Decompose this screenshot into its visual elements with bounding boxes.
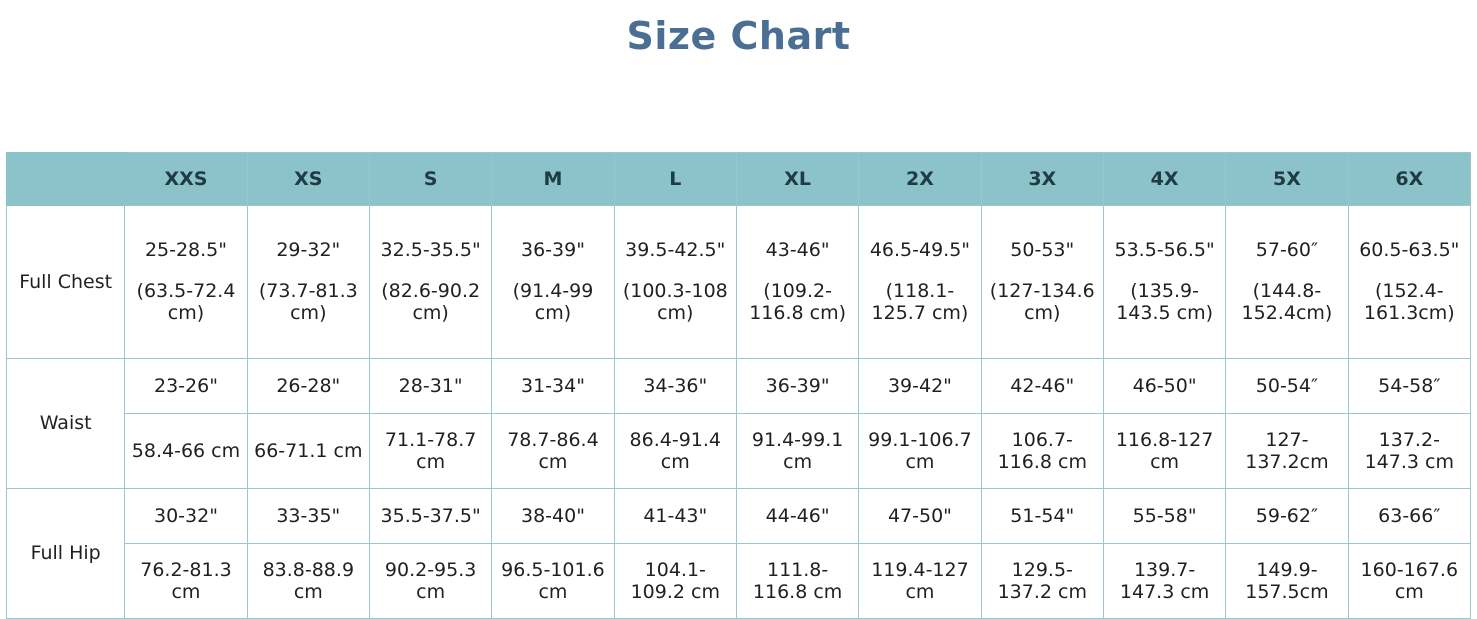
cell-waist-in-l: 34-36"	[614, 359, 736, 414]
table-row-waist-cm	[7, 414, 1471, 489]
value-cm: (135.9-143.5 cm)	[1116, 279, 1213, 325]
header-row	[7, 153, 1471, 206]
cell-waist-cm-4x: 116.8-127 cm	[1103, 414, 1225, 489]
cell-full-chest-l	[614, 206, 736, 359]
column-header-s: S	[369, 153, 491, 206]
value-inches: 36-39"	[520, 239, 585, 262]
value-inches: 25-28.5"	[144, 239, 228, 262]
cell-full-chest-xxs	[125, 206, 247, 359]
value-inches: 53.5-56.5"	[1114, 239, 1215, 262]
cell-hip-in-4x: 55-58"	[1103, 489, 1225, 544]
value-inches: 60.5-63.5"	[1359, 239, 1460, 262]
cell-hip-in-2x: 47-50"	[859, 489, 981, 544]
cell-full-chest-xs	[247, 206, 369, 359]
cell-waist-cm-xl: 91.4-99.1 cm	[736, 414, 858, 489]
cell-hip-in-xl: 44-46"	[736, 489, 858, 544]
column-header-xl: XL	[736, 153, 858, 206]
value-inches: 32.5-35.5"	[380, 239, 481, 262]
value-cm: (73.7-81.3 cm)	[258, 279, 358, 325]
cell-waist-cm-xs: 66-71.1 cm	[247, 414, 369, 489]
cell-full-chest-m	[492, 206, 614, 359]
row-label-waist: Waist	[7, 359, 125, 489]
cell-full-chest-6x	[1348, 206, 1470, 359]
table-row-full-hip-cm	[7, 544, 1471, 619]
table-row-waist-inches	[7, 359, 1471, 414]
cell-hip-cm-xs: 83.8-88.9 cm	[247, 544, 369, 619]
cell-hip-cm-s: 90.2-95.3 cm	[369, 544, 491, 619]
value-cm: (118.1-125.7 cm)	[871, 279, 969, 325]
column-header-6x: 6X	[1348, 153, 1470, 206]
cell-hip-in-m: 38-40"	[492, 489, 614, 544]
cell-hip-cm-2x: 119.4-127 cm	[859, 544, 981, 619]
column-header-l: L	[614, 153, 736, 206]
cell-waist-in-m: 31-34"	[492, 359, 614, 414]
value-cm: (100.3-108 cm)	[622, 279, 728, 325]
cell-hip-cm-3x: 129.5-137.2 cm	[981, 544, 1103, 619]
value-inches: 46.5-49.5"	[869, 239, 971, 262]
cell-hip-cm-6x: 160-167.6 cm	[1348, 544, 1470, 619]
size-chart-table	[6, 152, 1471, 619]
value-inches: 50-53"	[1010, 239, 1075, 262]
cell-hip-in-l: 41-43"	[614, 489, 736, 544]
cell-hip-cm-m: 96.5-101.6 cm	[492, 544, 614, 619]
value-inches: 57-60″	[1255, 239, 1319, 262]
value-cm: (144.8-152.4cm)	[1241, 279, 1333, 325]
table-body	[7, 206, 1471, 619]
cell-full-chest-4x	[1103, 206, 1225, 359]
cell-waist-cm-6x: 137.2-147.3 cm	[1348, 414, 1470, 489]
cell-hip-cm-xxs: 76.2-81.3 cm	[125, 544, 247, 619]
value-cm: (91.4-99 cm)	[512, 279, 594, 325]
cell-waist-in-xl: 36-39"	[736, 359, 858, 414]
size-chart-page	[0, 14, 1477, 618]
table-header	[7, 153, 1471, 206]
value-cm: (109.2-116.8 cm)	[749, 279, 847, 325]
cell-hip-in-s: 35.5-37.5"	[369, 489, 491, 544]
value-cm: (82.6-90.2 cm)	[381, 279, 481, 325]
cell-waist-in-xs: 26-28"	[247, 359, 369, 414]
cell-full-chest-s	[369, 206, 491, 359]
table-row-full-chest	[7, 206, 1471, 359]
cell-hip-cm-l: 104.1-109.2 cm	[614, 544, 736, 619]
row-label-full-hip: Full Hip	[7, 489, 125, 619]
value-cm: (152.4-161.3cm)	[1363, 279, 1455, 325]
cell-waist-cm-2x: 99.1-106.7 cm	[859, 414, 981, 489]
cell-hip-in-3x: 51-54"	[981, 489, 1103, 544]
cell-waist-in-6x: 54-58″	[1348, 359, 1470, 414]
cell-hip-in-6x: 63-66″	[1348, 489, 1470, 544]
value-inches: 43-46"	[765, 239, 830, 262]
value-cm: (127-134.6 cm)	[989, 279, 1095, 325]
cell-full-chest-5x	[1226, 206, 1348, 359]
cell-waist-in-3x: 42-46"	[981, 359, 1103, 414]
cell-hip-cm-xl: 111.8-116.8 cm	[736, 544, 858, 619]
value-cm: (63.5-72.4 cm)	[136, 279, 236, 325]
cell-hip-in-xs: 33-35"	[247, 489, 369, 544]
cell-waist-in-4x: 46-50"	[1103, 359, 1225, 414]
cell-waist-cm-s: 71.1-78.7 cm	[369, 414, 491, 489]
cell-waist-cm-5x: 127-137.2cm	[1226, 414, 1348, 489]
column-header-2x: 2X	[859, 153, 981, 206]
cell-hip-cm-5x: 149.9-157.5cm	[1226, 544, 1348, 619]
column-header-xs: XS	[247, 153, 369, 206]
cell-hip-in-xxs: 30-32"	[125, 489, 247, 544]
header-corner-cell	[7, 153, 125, 206]
cell-waist-cm-m: 78.7-86.4 cm	[492, 414, 614, 489]
cell-waist-cm-xxs: 58.4-66 cm	[125, 414, 247, 489]
row-label-full-chest: Full Chest	[7, 206, 125, 359]
column-header-xxs: XXS	[125, 153, 247, 206]
cell-waist-cm-3x: 106.7-116.8 cm	[981, 414, 1103, 489]
page-title: Size Chart	[626, 14, 851, 58]
cell-full-chest-3x	[981, 206, 1103, 359]
cell-waist-in-s: 28-31"	[369, 359, 491, 414]
table-row-full-hip-inches	[7, 489, 1471, 544]
value-inches: 39.5-42.5"	[625, 239, 726, 262]
cell-waist-in-5x: 50-54″	[1226, 359, 1348, 414]
value-inches: 29-32"	[276, 239, 341, 262]
cell-hip-cm-4x: 139.7-147.3 cm	[1103, 544, 1225, 619]
cell-hip-in-5x: 59-62″	[1226, 489, 1348, 544]
cell-full-chest-xl	[736, 206, 858, 359]
size-chart-table-wrapper	[6, 152, 1471, 619]
cell-waist-in-2x: 39-42"	[859, 359, 981, 414]
cell-waist-cm-l: 86.4-91.4 cm	[614, 414, 736, 489]
column-header-m: M	[492, 153, 614, 206]
column-header-3x: 3X	[981, 153, 1103, 206]
cell-waist-in-xxs: 23-26"	[125, 359, 247, 414]
column-header-4x: 4X	[1103, 153, 1225, 206]
cell-full-chest-2x	[859, 206, 981, 359]
column-header-5x: 5X	[1226, 153, 1348, 206]
